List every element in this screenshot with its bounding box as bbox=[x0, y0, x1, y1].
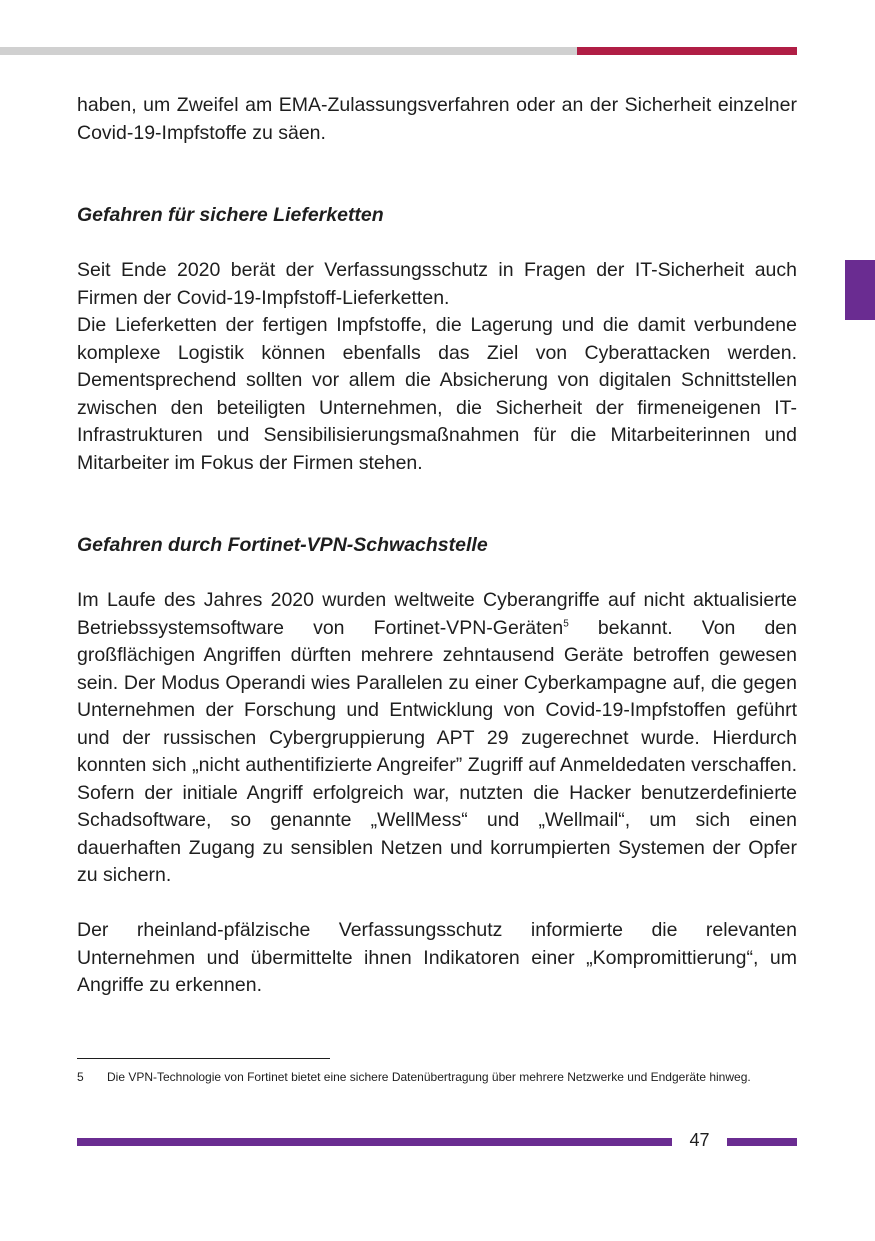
footnote-divider bbox=[77, 1058, 330, 1059]
paragraph-fortinet-part-1: Im Laufe des Jahres 2020 wurden weltweite Cyberangriffe auf nicht aktualisierte Betriebssystemsoftware von Fortinet-VPN-Geräten bbox=[77, 589, 797, 639]
footer-bar-left bbox=[77, 1138, 672, 1146]
footnote-text: Die VPN-Technologie von Fortinet bietet eine sichere Datenübertragung über mehrere Netzwerke und Endgeräte hinweg. bbox=[107, 1070, 751, 1084]
footnote-reference[interactable]: 5 bbox=[563, 618, 569, 629]
footnote bbox=[77, 1068, 797, 1086]
footnote-number: 5 bbox=[77, 1070, 84, 1084]
paragraph-fortinet-part-2: bekannt. Von den großflächigen Angriffen dürften mehrere zehntausend Geräte betroffen gewesen sein. Der Modus Operandi wies Parallelen zu einer Cyberkampagne auf, die gegen Unternehmen der Forschung und Entwicklung von Covid-19-Impfstoffen geführt und der russischen Cybergruppierung APT 29 zugerechnet wurde. Hierdurch konnten sich „nicht authentifizierte Angreifer” Zugriff auf Anmeldedaten verschaffen. Sofern der initiale Angriff erfolgreich war, nutzten die Hacker benutzerdefinierte Schadsoftware, so genannte „WellMess“ und „Wellmail“, um sich einen dauerhaften Zugang zu sensiblen Netzen und korrumpierten Systemen der Opfer zu sichern. bbox=[77, 616, 797, 886]
footer-bar-right bbox=[727, 1138, 797, 1146]
paragraph-supply-chains-2: Die Lieferketten der fertigen Impfstoffe, die Lagerung und die damit verbundene komplexe Logistik können ebenfalls das Ziel von Cyberattacken werden. Dementsprechend sollten vor allem die Absicherung von digitalen Schnittstellen zwischen den beteiligten Unternehmen, die Sicherheit der firmeneigenen IT-Infrastrukturen und Sensibilisierungsmaßnahmen für die Mitarbeiterinnen und Mitarbeiter im Fokus der Firmen stehen. bbox=[77, 314, 797, 474]
paragraph-supply-chains-1: Seit Ende 2020 berät der Verfassungsschutz in Fragen der IT-Sicherheit auch Firmen der Covid-19-Impfstoff-Lieferketten. bbox=[77, 259, 797, 309]
page-number: 47 bbox=[689, 1130, 710, 1150]
header-red-bar bbox=[577, 47, 797, 55]
section-heading-supply-chains: Gefahren für sichere Lieferketten bbox=[77, 204, 384, 226]
section-heading-fortinet: Gefahren durch Fortinet-VPN-Schwachstelle bbox=[77, 534, 488, 556]
paragraph-fortinet bbox=[77, 587, 797, 890]
chapter-side-tab bbox=[845, 260, 875, 320]
paragraph-verfassungsschutz: Der rheinland-pfälzische Verfassungsschutz informierte die relevanten Unternehmen und übermittelte ihnen Indikatoren einer „Kompromittierung“, um Angriffe zu erkennen. bbox=[77, 919, 797, 996]
header-gray-bar bbox=[0, 47, 577, 55]
paragraph-intro: haben, um Zweifel am EMA-Zulassungsverfahren oder an der Sicherheit einzelner Covid-19-Impfstoffe zu säen. bbox=[77, 94, 797, 144]
page-body bbox=[77, 92, 797, 1000]
